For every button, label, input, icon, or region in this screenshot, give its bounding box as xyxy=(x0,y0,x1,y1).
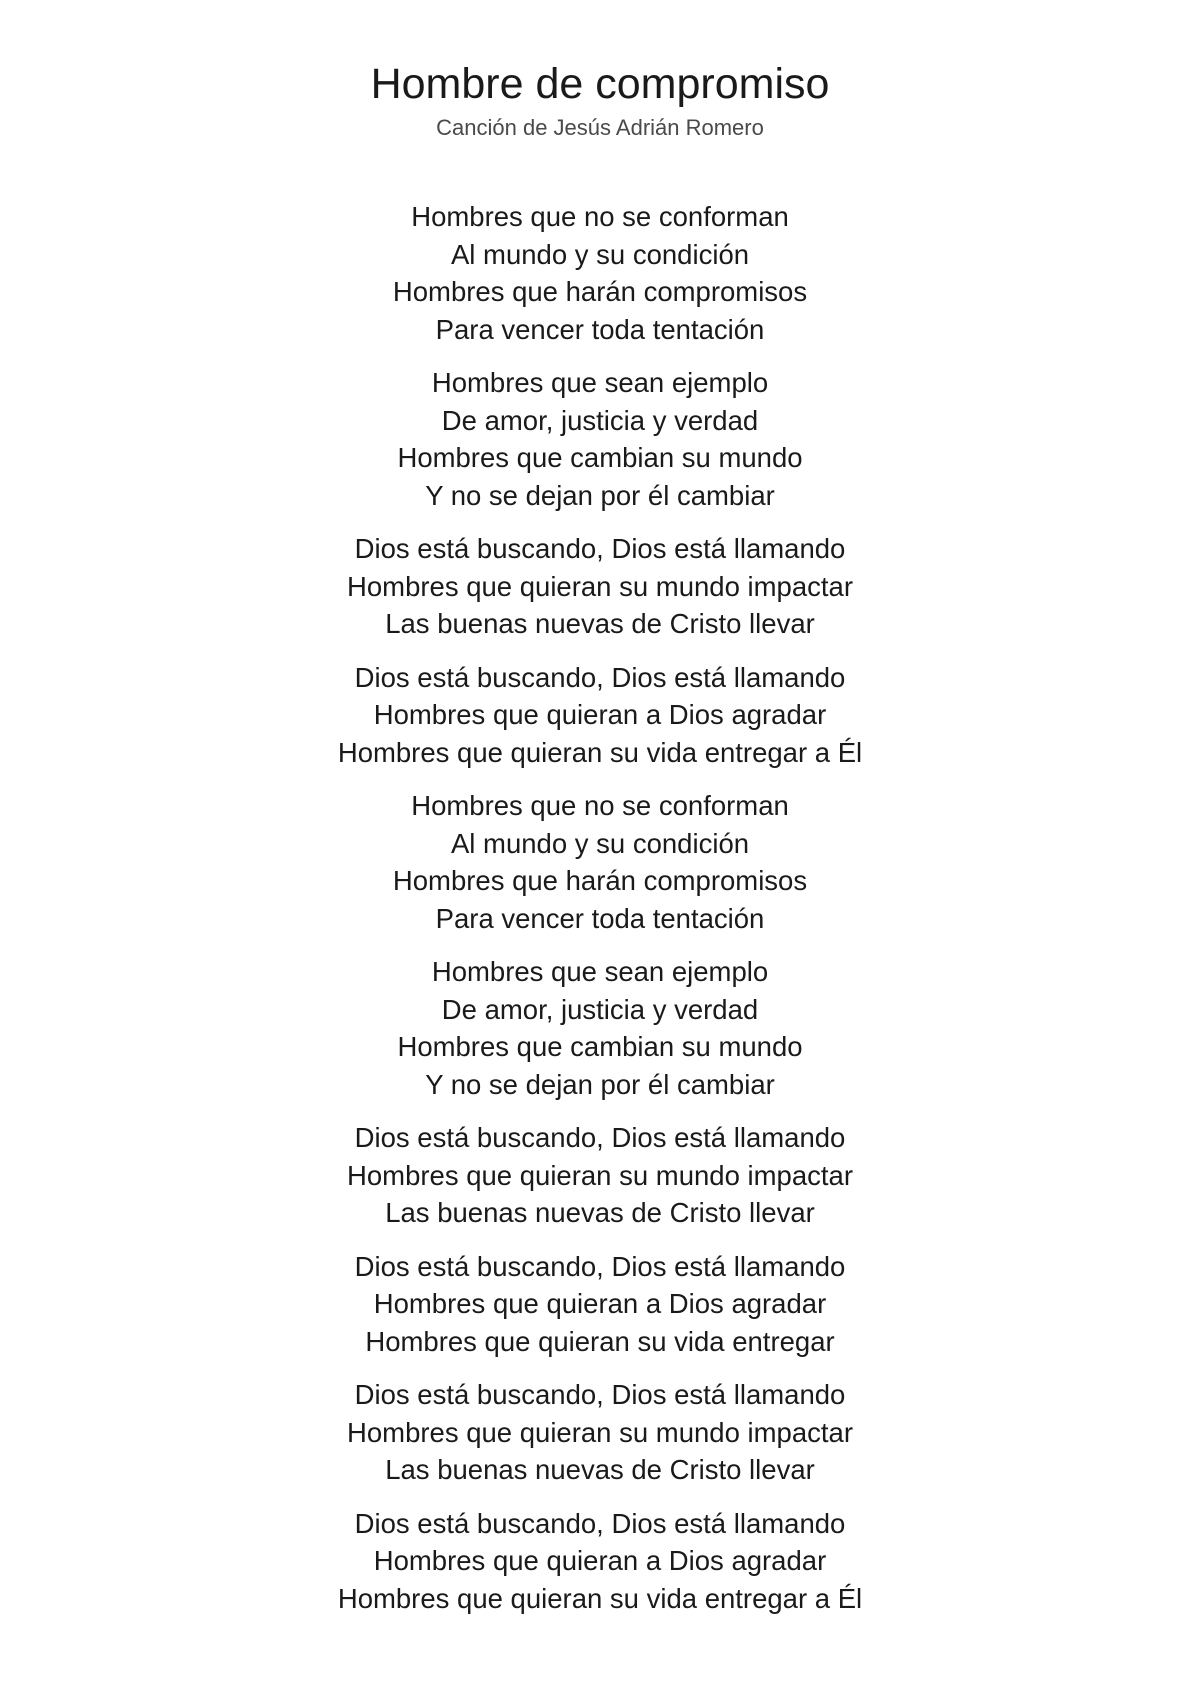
lyric-line: Hombres que quieran su vida entregar xyxy=(365,1325,835,1357)
lyric-line: Hombres que sean ejemplo xyxy=(431,956,769,987)
lyric-line: Dios está buscando, Dios está llamando xyxy=(354,1379,846,1410)
lyric-line: Las buenas nuevas de Cristo llevar xyxy=(385,608,815,639)
lyric-line: Dios está buscando, Dios está llamando xyxy=(354,1122,846,1153)
lyric-line: Al mundo y su condición xyxy=(450,827,750,859)
lyric-line: Hombres que cambian su mundo xyxy=(397,442,803,473)
lyric-line: Dios está buscando, Dios está llamando xyxy=(354,1250,846,1282)
lyric-line: Hombres que quieran su mundo impactar xyxy=(347,1416,853,1448)
lyric-line: Hombres que no se conforman xyxy=(411,201,789,232)
lyric-line: Hombres que quieran su vida entregar a Él xyxy=(337,1582,863,1614)
song-title: Hombre de compromiso xyxy=(370,60,830,108)
stanza xyxy=(0,1119,1200,1232)
stanza xyxy=(0,530,1200,643)
lyric-line: Al mundo y su condición xyxy=(450,238,750,270)
lyric-line: De amor, justicia y verdad xyxy=(441,404,759,436)
lyric-line: De amor, justicia y verdad xyxy=(441,993,759,1025)
lyric-line: Hombres que quieran su mundo impactar xyxy=(347,1159,853,1191)
lyric-line: Hombres que cambian su mundo xyxy=(397,1031,803,1062)
lyric-line: Y no se dejan por él cambiar xyxy=(425,1068,775,1100)
stanza xyxy=(0,198,1200,348)
lyric-line: Y no se dejan por él cambiar xyxy=(425,479,775,511)
lyric-line: Hombres que harán compromisos xyxy=(392,865,808,896)
lyric-line: Hombres que sean ejemplo xyxy=(431,367,769,398)
stanza xyxy=(0,364,1200,514)
lyric-line: Para vencer toda tentación xyxy=(435,902,765,934)
lyric-line: Hombres que quieran a Dios agradar xyxy=(373,699,827,730)
lyric-line: Hombres que quieran a Dios agradar xyxy=(373,1288,827,1319)
stanza xyxy=(0,1376,1200,1489)
stanza xyxy=(0,659,1200,772)
stanza xyxy=(0,1248,1200,1361)
stanza xyxy=(0,787,1200,937)
lyrics-body xyxy=(0,198,1200,1633)
lyric-line: Dios está buscando, Dios está llamando xyxy=(354,1507,846,1539)
song-subtitle: Canción de Jesús Adrián Romero xyxy=(436,115,764,140)
lyric-line: Las buenas nuevas de Cristo llevar xyxy=(385,1197,815,1228)
lyric-line: Hombres que quieran su mundo impactar xyxy=(347,570,853,602)
lyric-line: Hombres que quieran a Dios agradar xyxy=(373,1545,827,1576)
lyric-line: Hombres que quieran su vida entregar a Él xyxy=(337,736,863,768)
lyric-line: Hombres que no se conforman xyxy=(411,790,789,821)
lyric-line: Las buenas nuevas de Cristo llevar xyxy=(385,1454,815,1485)
stanza xyxy=(0,1505,1200,1618)
lyric-line: Hombres que harán compromisos xyxy=(392,276,808,307)
lyric-line: Para vencer toda tentación xyxy=(435,313,765,345)
lyric-line: Dios está buscando, Dios está llamando xyxy=(354,661,846,693)
lyric-line: Dios está buscando, Dios está llamando xyxy=(354,533,846,564)
stanza xyxy=(0,953,1200,1103)
